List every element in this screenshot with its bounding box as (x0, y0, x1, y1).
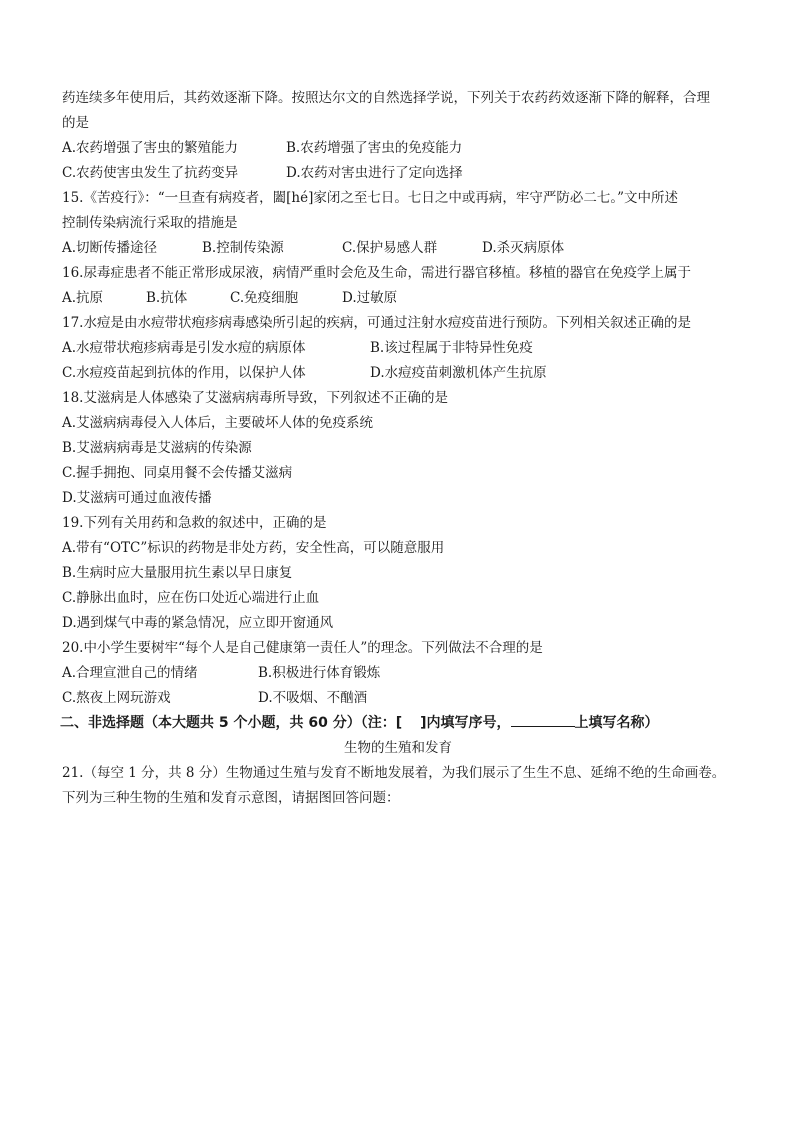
q19-stem: 19.下列有关用药和急救的叙述中，正确的是 (62, 515, 327, 531)
q20-option-a: A.合理宣泄自己的情绪 (62, 665, 198, 681)
q15-option-d: D.杀灭病原体 (482, 240, 565, 256)
q18-stem: 18.艾滋病是人体感染了艾滋病病毒所导致，下列叙述不正确的是 (62, 390, 448, 406)
q18-option-c: C.握手拥抱、同桌用餐不会传播艾滋病 (62, 465, 293, 481)
q20-option-b: B.积极进行体育锻炼 (258, 665, 381, 681)
q16-option-d: D.过敏原 (342, 290, 398, 306)
q14-options-row-1 (62, 136, 734, 161)
q21-line-2: 下列为三种生物的生殖和发育示意图，请据图回答问题： (62, 790, 400, 806)
q15-option-b: B.控制传染源 (202, 240, 284, 256)
q17-option-b: B.该过程属于非特异性免疫 (370, 340, 533, 356)
q15-stem-line-2: 控制传染病流行采取的措施是 (62, 215, 238, 231)
q19-option-b: B.生病时应大量服用抗生素以早日康复 (62, 565, 293, 581)
q16-stem: 16.尿毒症患者不能正常形成尿液，病情严重时会危及生命，需进行器官移植。移植的器官在免疫学上属于 (62, 265, 691, 281)
q16-option-b: B.抗体 (146, 290, 188, 306)
q14-options-row-2 (62, 161, 734, 186)
q15-stem-line-1: 15.《苦疫行》：“一旦查有病疫者，闔[hé]家闭之至七日。七日之中或再病，牢守严防必二七。”文中所述 (62, 190, 678, 206)
q17-option-a: A.水痘带状疱疹病毒是引发水痘的病原体 (62, 340, 306, 356)
q18-option-d: D.艾滋病可通过血液传播 (62, 490, 212, 506)
section-2-heading-end: 上填写名称） (574, 715, 659, 731)
q17-stem: 17.水痘是由水痘带状疱疹病毒感染所引起的疾病，可通过注射水痘疫苗进行预防。下列相关叙述正确的是 (62, 315, 691, 331)
q15-option-a: A.切断传播途径 (62, 240, 158, 256)
section-2-heading (60, 711, 734, 736)
q16-option-c: C.免疫细胞 (230, 290, 299, 306)
q20-options-row-1 (62, 661, 734, 686)
q20-option-d: D.不吸烟、不酗酒 (258, 690, 368, 706)
underline-blank (511, 712, 575, 727)
q18-option-b: B.艾滋病病毒是艾滋病的传染源 (62, 440, 252, 456)
section-2-heading-mid: ]内填写序号， (420, 715, 511, 731)
q14-stem-line-2: 的是 (62, 115, 89, 131)
q20-options-row-2 (62, 686, 734, 711)
exam-page (62, 86, 734, 811)
q14-stem-line-1: 药连续多年使用后，其药效逐渐下降。按照达尔文的自然选择学说，下列关于农药药效逐渐下降的解释，合理 (62, 90, 710, 106)
section-2-heading-main: 二、非选择题（本大题共 5 个小题，共 60 分）（注：[ (60, 715, 403, 731)
q17-option-d: D.水痘疫苗刺激机体产生抗原 (370, 365, 547, 381)
q15-options-row (62, 236, 734, 261)
q14-option-b: B.农药增强了害虫的免疫能力 (286, 140, 463, 156)
q16-options-row (62, 286, 734, 311)
q20-option-c: C.熬夜上网玩游戏 (62, 690, 171, 706)
q14-option-d: D.农药对害虫进行了定向选择 (286, 165, 463, 181)
q20-stem: 20.中小学生要树牢“每个人是自己健康第一责任人”的理念。下列做法不合理的是 (62, 640, 543, 656)
q21-line-1: 21.（每空 1 分，共 8 分）生物通过生殖与发育不断地发展着，为我们展示了生生不息、延绵不绝的生命画卷。 (62, 765, 726, 781)
q19-option-d: D.遇到煤气中毒的紧急情况，应立即开窗通风 (62, 615, 334, 631)
q14-option-a: A.农药增强了害虫的繁殖能力 (62, 140, 239, 156)
q17-options-row-1 (62, 336, 734, 361)
q19-option-c: C.静脉出血时，应在伤口处近心端进行止血 (62, 590, 320, 606)
q16-option-a: A.抗原 (62, 290, 104, 306)
q15-option-c: C.保护易感人群 (342, 240, 438, 256)
section-subtitle: 生物的生殖和发育 (344, 740, 452, 756)
q19-option-a: A.带有“OTC”标识的药物是非处方药，安全性高，可以随意服用 (62, 540, 445, 556)
q14-option-c: C.农药使害虫发生了抗药变异 (62, 165, 239, 181)
q17-option-c: C.水痘疫苗起到抗体的作用，以保护人体 (62, 365, 306, 381)
q17-options-row-2 (62, 361, 734, 386)
q18-option-a: A.艾滋病病毒侵入人体后，主要破坏人体的免疫系统 (62, 415, 374, 431)
